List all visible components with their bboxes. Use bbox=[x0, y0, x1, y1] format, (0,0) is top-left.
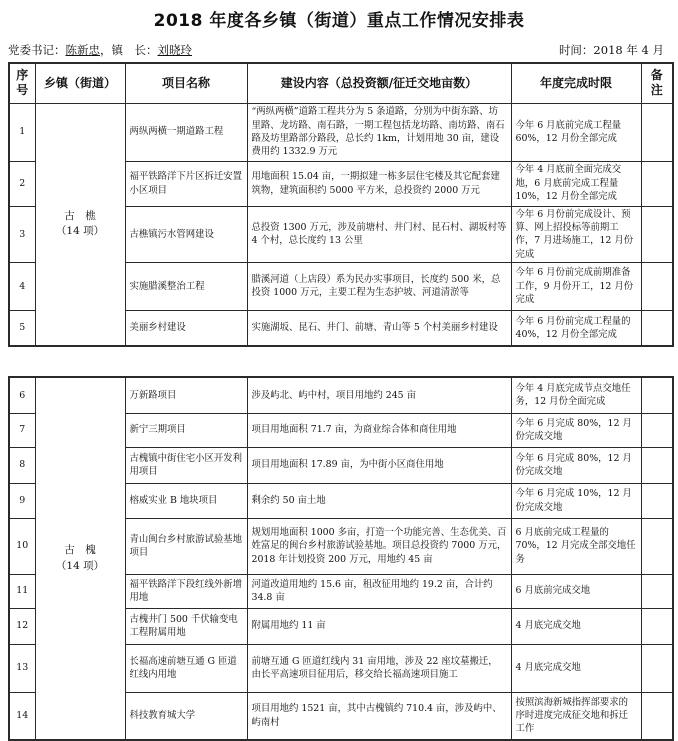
town-count: （14 项） bbox=[55, 225, 105, 238]
row-deadline: 今年 4 月底完成节点交地任务，12 月份全面完成 bbox=[511, 377, 641, 413]
row-deadline: 6 月底前完成交地 bbox=[511, 574, 641, 608]
row-content: “两纵两横”道路工程共分为 5 条道路，分别为中街东路、坊里路、龙坊路、南石路，一期工程包括龙坊路、南坊路、南石路及坊里路部分路段，总长约 1km，计划用地 30 亩，建设费用约 1332.9 万元 bbox=[247, 103, 511, 161]
row-remark bbox=[641, 447, 673, 483]
row-content: 规划用地面积 1000 多亩，打造一个功能完善、生态优美、百姓富足的闽台乡村旅游试验基地。项目总投资约 7000 万元，2018 年计划投资 200 万元，用地约 45 亩 bbox=[247, 518, 511, 574]
row-content: 总投资 1300 万元，涉及前塘村、井门村、昆石村、湖坂村等 4 个村，总长度约 13 公里 bbox=[247, 206, 511, 262]
row-content: 实施湖坂、昆石、井门、前塘、青山等 5 个村美丽乡村建设 bbox=[247, 310, 511, 346]
town-cell bbox=[35, 377, 125, 740]
row-project: 美丽乡村建设 bbox=[125, 310, 247, 346]
row-content: 腊溪河道（上店段）系为民办实事项目，长度约 500 米，总投资 1000 万元，主要工程为生态护坡、河道清淤等 bbox=[247, 262, 511, 310]
row-project: 古槐镇中街住宅小区开发利用项目 bbox=[125, 447, 247, 483]
secretary-label: 党委书记： bbox=[8, 43, 66, 57]
report-date: 时间：2018 年 4 月 bbox=[558, 43, 664, 57]
row-no: 6 bbox=[9, 377, 35, 413]
row-project: 新宁三期项目 bbox=[125, 413, 247, 447]
header-row bbox=[9, 63, 673, 103]
row-no: 4 bbox=[9, 262, 35, 310]
table-row bbox=[9, 103, 673, 161]
table-row bbox=[9, 377, 673, 413]
row-no: 12 bbox=[9, 608, 35, 644]
row-deadline: 今年 6 月完成 10%，12 月份完成交地 bbox=[511, 483, 641, 518]
row-deadline: 今年 6 月份前完成设计、预算、网上招投标等前期工作，7 月进场施工，12 月份完成 bbox=[511, 206, 641, 262]
mayor-name: 刘晓玲 bbox=[157, 43, 192, 57]
town-name: 古 槐 bbox=[64, 543, 96, 556]
row-no: 14 bbox=[9, 692, 35, 740]
row-no: 10 bbox=[9, 518, 35, 574]
row-remark bbox=[641, 413, 673, 447]
row-deadline: 6 月底前完成工程量的 70%，12 月完成全部交地任务 bbox=[511, 518, 641, 574]
row-remark bbox=[641, 483, 673, 518]
row-project: 青山闽台乡村旅游试验基地项目 bbox=[125, 518, 247, 574]
row-remark bbox=[641, 644, 673, 692]
header-no: 序号 bbox=[9, 63, 35, 103]
header-town: 乡镇（街道） bbox=[35, 63, 125, 103]
row-no: 1 bbox=[9, 103, 35, 161]
row-content: 项目用地约 1521 亩，其中古槐镇约 710.4 亩，涉及屿中、屿南村 bbox=[247, 692, 511, 740]
row-content: 项目用地面积 71.7 亩，为商业综合体和商住用地 bbox=[247, 413, 511, 447]
row-content: 涉及屿北、屿中村，项目用地约 245 亩 bbox=[247, 377, 511, 413]
row-project: 万新路项目 bbox=[125, 377, 247, 413]
header-project: 项目名称 bbox=[125, 63, 247, 103]
row-no: 8 bbox=[9, 447, 35, 483]
row-no: 11 bbox=[9, 574, 35, 608]
row-no: 2 bbox=[9, 161, 35, 206]
row-deadline: 今年 6 月底前完成工程量 60%，12 月份全部完成 bbox=[511, 103, 641, 161]
row-no: 3 bbox=[9, 206, 35, 262]
row-remark bbox=[641, 206, 673, 262]
row-content: 项目用地面积 17.89 亩，为中街小区商住用地 bbox=[247, 447, 511, 483]
header-content: 建设内容（总投资额/征迁交地亩数） bbox=[247, 63, 511, 103]
row-remark bbox=[641, 310, 673, 346]
row-content: 附属用地约 11 亩 bbox=[247, 608, 511, 644]
row-remark bbox=[641, 574, 673, 608]
row-deadline: 按照滨海新城指挥部要求的序时进度完成征交地和拆迁工作 bbox=[511, 692, 641, 740]
row-project: 榕威实业 B 地块项目 bbox=[125, 483, 247, 518]
work-table-part-1 bbox=[8, 62, 674, 347]
row-remark bbox=[641, 518, 673, 574]
header-remark: 备注 bbox=[641, 63, 673, 103]
leaders-line bbox=[8, 42, 192, 58]
row-no: 9 bbox=[9, 483, 35, 518]
row-project: 古樵镇污水管网建设 bbox=[125, 206, 247, 262]
row-project: 长福高速前塘互通 G 匝道红线内用地 bbox=[125, 644, 247, 692]
row-deadline: 今年 4 月底前全面完成交地，6 月底前完成工程量 10%，12 月份全部完成 bbox=[511, 161, 641, 206]
page-title: 2018 年度各乡镇（街道）重点工作情况安排表 bbox=[153, 11, 525, 31]
row-remark bbox=[641, 608, 673, 644]
row-project: 福平铁路洋下段红线外新增用地 bbox=[125, 574, 247, 608]
work-table-part-2 bbox=[8, 376, 674, 741]
row-content: 用地面积 15.04 亩，一期拟建一栋多层住宅楼及其它配套建筑物，建筑面积约 5000 平方米，总投资约 2000 万元 bbox=[247, 161, 511, 206]
row-project: 两纵两横一期道路工程 bbox=[125, 103, 247, 161]
row-remark bbox=[641, 103, 673, 161]
header-deadline: 年度完成时限 bbox=[511, 63, 641, 103]
row-project: 科技教育城大学 bbox=[125, 692, 247, 740]
row-deadline: 4 月底完成交地 bbox=[511, 644, 641, 692]
row-content: 剩余约 50 亩土地 bbox=[247, 483, 511, 518]
row-content: 河道改道用地约 15.6 亩，租改征用地约 19.2 亩，合计约 34.8 亩 bbox=[247, 574, 511, 608]
row-remark bbox=[641, 161, 673, 206]
row-content: 前塘互通 G 匝道红线内 31 亩用地，涉及 22 座坟墓搬迁，由长平高速项目征用后，移交给长福高速项目施工 bbox=[247, 644, 511, 692]
row-project: 实施腊溪整治工程 bbox=[125, 262, 247, 310]
row-remark bbox=[641, 377, 673, 413]
row-no: 7 bbox=[9, 413, 35, 447]
row-remark bbox=[641, 692, 673, 740]
row-deadline: 今年 6 月完成 80%，12 月份完成交地 bbox=[511, 447, 641, 483]
mayor-label: ，镇 长： bbox=[100, 43, 158, 57]
row-no: 13 bbox=[9, 644, 35, 692]
secretary-name: 陈新忠 bbox=[65, 43, 100, 57]
row-deadline: 4 月底完成交地 bbox=[511, 608, 641, 644]
town-cell bbox=[35, 103, 125, 346]
town-count: （14 项） bbox=[55, 559, 105, 572]
row-deadline: 今年 6 月份前完成工程量的 40%，12 月份全部完成 bbox=[511, 310, 641, 346]
row-no: 5 bbox=[9, 310, 35, 346]
row-remark bbox=[641, 262, 673, 310]
town-name: 古 樵 bbox=[64, 209, 96, 222]
row-project: 福平铁路洋下片区拆迁安置小区项目 bbox=[125, 161, 247, 206]
row-deadline: 今年 6 月份前完成前期准备工作，9 月份开工，12 月份完成 bbox=[511, 262, 641, 310]
row-deadline: 今年 6 月完成 80%，12 月份完成交地 bbox=[511, 413, 641, 447]
row-project: 古槐井门 500 千伏输变电工程附属用地 bbox=[125, 608, 247, 644]
